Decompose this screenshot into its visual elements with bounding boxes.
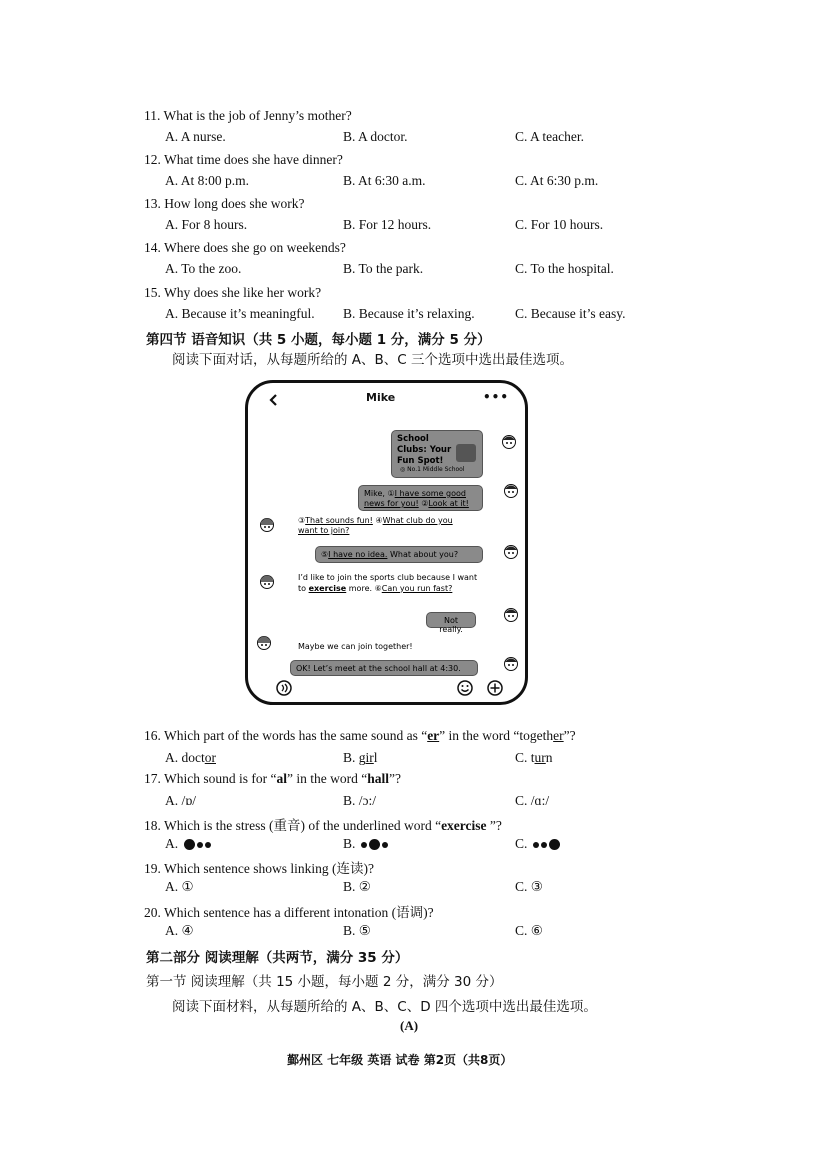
avatar-sender — [503, 606, 519, 624]
voice-icon[interactable] — [276, 680, 292, 696]
option-15c[interactable]: C. Because it’s easy. — [515, 306, 626, 321]
stressed-syllable-dot — [549, 839, 560, 850]
option-11b[interactable]: B. A doctor. — [343, 129, 408, 144]
message-6: Maybe we can join together! — [298, 642, 413, 651]
chat-contact-name: Mike — [366, 391, 396, 404]
option-20a[interactable]: A. ④ — [165, 923, 194, 938]
option-17a[interactable]: A. /ɒ/ — [165, 793, 197, 808]
avatar-mike — [501, 433, 517, 451]
option-18a[interactable]: A. — [165, 836, 211, 852]
plus-icon[interactable] — [487, 680, 503, 696]
question-16: 16. Which part of the words has the same sound as “er” in the word “together”? — [144, 728, 576, 743]
poster-image — [456, 444, 476, 462]
option-12a[interactable]: A. At 8:00 p.m. — [165, 173, 250, 188]
school-logo-icon: ◎ — [400, 466, 406, 473]
chevron-left-icon — [268, 393, 278, 407]
avatar-sender — [503, 543, 519, 561]
option-11a[interactable]: A. A nurse. — [165, 129, 226, 144]
option-14c[interactable]: C. To the hospital. — [515, 261, 614, 276]
passage-label: (A) — [400, 1018, 419, 1033]
option-17b[interactable]: B. /ɔ:/ — [343, 793, 376, 808]
option-16b[interactable]: B. girl — [343, 750, 378, 765]
question-20: 20. Which sentence has a different intonation (语调)? — [144, 905, 434, 920]
option-15b[interactable]: B. Because it’s relaxing. — [343, 306, 475, 321]
option-19c[interactable]: C. ③ — [515, 879, 543, 894]
poster-bubble — [391, 430, 483, 478]
more-dots-icon: ••• — [483, 390, 510, 404]
message-3: ⑤I have no idea. What about you? — [315, 546, 483, 563]
unstressed-syllable-dot — [197, 842, 203, 848]
part2-subheading: 第一节 阅读理解（共 15 小题，每小题 2 分，满分 30 分） — [146, 974, 503, 990]
avatar-mike — [259, 573, 275, 591]
option-18b[interactable]: B. — [343, 836, 388, 852]
poster-title: School Clubs: Your Fun Spot! — [397, 434, 452, 466]
avatar-mike — [259, 516, 275, 534]
message-4: I’d like to join the sports club because I want to exercise more. ⑥Can you run fast? — [298, 573, 478, 593]
message-2: ③That sounds fun! ④What club do you want to join? — [298, 516, 453, 535]
unstressed-syllable-dot — [205, 842, 211, 848]
avatar-sender — [503, 655, 519, 673]
avatar-sender — [503, 482, 519, 500]
part2-heading: 第二部分 阅读理解（共两节，满分 35 分） — [146, 950, 409, 966]
question-15: 15. Why does she like her work? — [144, 285, 322, 300]
part2-instruction: 阅读下面材料，从每题所给的 A、B、C、D 四个选项中选出最佳选项。 — [172, 999, 597, 1015]
option-14b[interactable]: B. To the park. — [343, 261, 424, 276]
option-13c[interactable]: C. For 10 hours. — [515, 217, 604, 232]
option-12b[interactable]: B. At 6:30 a.m. — [343, 173, 426, 188]
page-footer: 鄞州区 七年级 英语 试卷 第2页（共8页） — [287, 1053, 513, 1067]
section-heading: 第四节 语音知识（共 5 小题，每小题 1 分，满分 5 分） — [146, 332, 491, 348]
stress-pattern — [182, 836, 211, 851]
stressed-syllable-dot — [369, 839, 380, 850]
unstressed-syllable-dot — [533, 842, 539, 848]
question-19: 19. Which sentence shows linking (连读)? — [144, 861, 374, 876]
option-14a[interactable]: A. To the zoo. — [165, 261, 242, 276]
message-7: OK! Let’s meet at the school hall at 4:30. — [290, 660, 478, 676]
poster-school: ◎ No.1 Middle School — [400, 466, 465, 473]
message-5: Not really. — [426, 612, 476, 628]
question-14: 14. Where does she go on weekends? — [144, 240, 346, 255]
question-12: 12. What time does she have dinner? — [144, 152, 343, 167]
option-18c[interactable]: C. — [515, 836, 560, 852]
option-12c[interactable]: C. At 6:30 p.m. — [515, 173, 599, 188]
option-15a[interactable]: A. Because it’s meaningful. — [165, 306, 315, 321]
stress-pattern — [359, 836, 388, 851]
unstressed-syllable-dot — [361, 842, 367, 848]
option-16c[interactable]: C. turn — [515, 750, 553, 765]
phone-chat-screen — [245, 380, 528, 705]
question-13: 13. How long does she work? — [144, 196, 305, 211]
stressed-syllable-dot — [184, 839, 195, 850]
message-1: Mike, ①I have some good news for you! ②Look at it! — [358, 485, 483, 511]
option-16a[interactable]: A. doctor — [165, 750, 216, 765]
option-19b[interactable]: B. ② — [343, 879, 371, 894]
question-18: 18. Which is the stress (重音) of the underlined word “exercise ”? — [144, 818, 502, 833]
option-13a[interactable]: A. For 8 hours. — [165, 217, 248, 232]
unstressed-syllable-dot — [382, 842, 388, 848]
option-20b[interactable]: B. ⑤ — [343, 923, 371, 938]
section-instruction: 阅读下面对话，从每题所给的 A、B、C 三个选项中选出最佳选项。 — [172, 352, 574, 368]
emoji-icon[interactable] — [457, 680, 473, 696]
option-13b[interactable]: B. For 12 hours. — [343, 217, 432, 232]
unstressed-syllable-dot — [541, 842, 547, 848]
avatar-mike — [256, 634, 272, 652]
option-17c[interactable]: C. /ɑ:/ — [515, 793, 550, 808]
option-20c[interactable]: C. ⑥ — [515, 923, 543, 938]
question-11: 11. What is the job of Jenny’s mother? — [144, 108, 352, 123]
stress-pattern — [531, 836, 560, 851]
option-11c[interactable]: C. A teacher. — [515, 129, 584, 144]
option-19a[interactable]: A. ① — [165, 879, 194, 894]
question-17: 17. Which sound is for “al” in the word “hall”? — [144, 771, 401, 786]
